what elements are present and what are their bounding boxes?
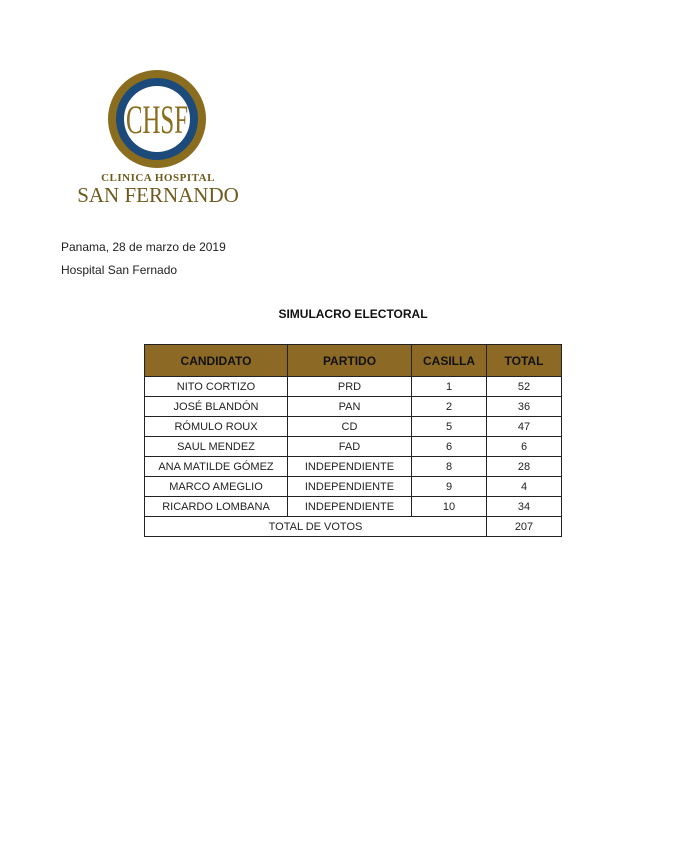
cell-candidato: RÓMULO ROUX bbox=[145, 417, 288, 437]
cell-total: 36 bbox=[487, 397, 562, 417]
cell-casilla: 6 bbox=[412, 437, 487, 457]
cell-candidato: NITO CORTIZO bbox=[145, 377, 288, 397]
cell-partido: INDEPENDIENTE bbox=[288, 457, 412, 477]
cell-candidato: MARCO AMEGLIO bbox=[145, 477, 288, 497]
cell-partido: PRD bbox=[288, 377, 412, 397]
table-row bbox=[145, 437, 562, 457]
cell-partido: FAD bbox=[288, 437, 412, 457]
cell-partido: CD bbox=[288, 417, 412, 437]
cell-casilla: 10 bbox=[412, 497, 487, 517]
cell-total: 34 bbox=[487, 497, 562, 517]
table-header-row bbox=[145, 345, 562, 377]
cell-candidato: RICARDO LOMBANA bbox=[145, 497, 288, 517]
document-title: SIMULACRO ELECTORAL bbox=[278, 307, 428, 321]
header-candidato: CANDIDATO bbox=[145, 345, 288, 377]
document-date: Panama, 28 de marzo de 2019 bbox=[61, 240, 226, 254]
cell-total: 6 bbox=[487, 437, 562, 457]
document-place: Hospital San Fernado bbox=[61, 263, 178, 277]
cell-partido: INDEPENDIENTE bbox=[288, 477, 412, 497]
results-table bbox=[144, 344, 562, 537]
table-row bbox=[145, 457, 562, 477]
total-row bbox=[145, 517, 562, 537]
table-row bbox=[145, 497, 562, 517]
cell-total: 52 bbox=[487, 377, 562, 397]
chsf-emblem-icon bbox=[106, 68, 208, 170]
table-row bbox=[145, 417, 562, 437]
cell-candidato: SAUL MENDEZ bbox=[145, 437, 288, 457]
cell-partido: PAN bbox=[288, 397, 412, 417]
cell-casilla: 1 bbox=[412, 377, 487, 397]
table-row bbox=[145, 397, 562, 417]
cell-casilla: 9 bbox=[412, 477, 487, 497]
cell-casilla: 5 bbox=[412, 417, 487, 437]
cell-total: 47 bbox=[487, 417, 562, 437]
total-votes-label: TOTAL DE VOTOS bbox=[145, 517, 487, 537]
table-row bbox=[145, 377, 562, 397]
header-casilla: CASILLA bbox=[412, 345, 487, 377]
table-row bbox=[145, 477, 562, 497]
cell-total: 28 bbox=[487, 457, 562, 477]
header-total: TOTAL bbox=[487, 345, 562, 377]
cell-partido: INDEPENDIENTE bbox=[288, 497, 412, 517]
logo-monogram: CHSF bbox=[126, 97, 188, 142]
logo-subtitle: CLINICA HOSPITAL bbox=[101, 172, 215, 184]
hospital-logo bbox=[72, 68, 244, 207]
cell-casilla: 8 bbox=[412, 457, 487, 477]
cell-candidato: JOSÉ BLANDÓN bbox=[145, 397, 288, 417]
cell-casilla: 2 bbox=[412, 397, 487, 417]
cell-total: 4 bbox=[487, 477, 562, 497]
total-votes-value: 207 bbox=[487, 517, 562, 537]
header-partido: PARTIDO bbox=[288, 345, 412, 377]
cell-candidato: ANA MATILDE GÓMEZ bbox=[145, 457, 288, 477]
logo-name: SAN FERNANDO bbox=[77, 183, 239, 207]
